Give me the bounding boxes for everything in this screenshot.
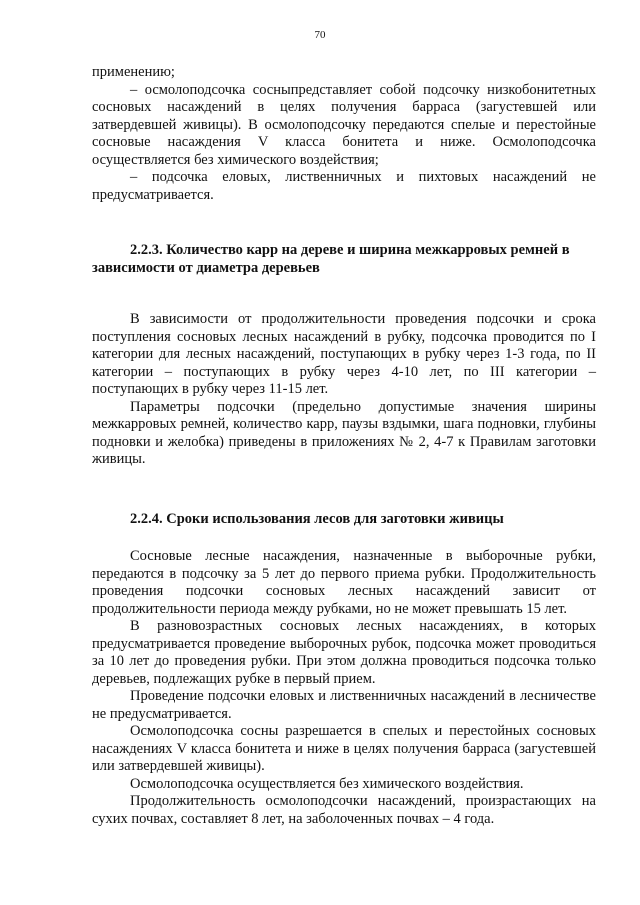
section-2-2-3-paragraph: Параметры подсочки (предельно допустимые значения ширины межкарровых ремней, количество карр, паузы вздымки, шага подновки, глубины подновки и желобка) приведены в приложениях № 2, 4-7 к Правилам заготовки живицы.	[92, 398, 596, 467]
spacer	[92, 204, 596, 242]
section-heading-2-2-3: 2.2.3. Количество карр на дереве и ширина межкарровых ремней в зависимости от диаметра деревьев	[92, 242, 570, 276]
intro-line: применению;	[92, 64, 175, 80]
page-number: 70	[314, 29, 326, 41]
intro-paragraph-spruce: – подсочка еловых, лиственничных и пихтовых насаждений не предусматривается.	[92, 169, 596, 203]
section-heading-2-2-4: 2.2.4. Сроки использования лесов для заготовки живицы	[130, 510, 504, 527]
section-2-2-4-paragraph: Сосновые лесные насаждения, назначенные в выборочные рубки, передаются в подсочку за 5 лет до первого приема рубки. Продолжительность проведения подсочки сосновых лесных насаждений зависит от продолжительности периода между рубками, но не может превышать 15 лет.	[92, 548, 596, 617]
page-content	[92, 64, 596, 828]
section-2-2-4-paragraph: Осмолоподсочка сосны разрешается в спелых и перестойных сосновых насаждениях V класса бонитета и ниже в целях получения барраса (загустевшей или затвердевшей живицы).	[92, 723, 596, 774]
spacer	[92, 277, 596, 311]
section-2-2-4-paragraph: В разновозрастных сосновых лесных насаждениях, в которых предусматривается проведение выборочных рубок, подсочка может проводиться за 10 лет до проведения рубки. При этом должна проводиться подсочка только деревьев, подлежащих рубке в первый прием.	[92, 618, 596, 687]
spacer	[92, 528, 596, 548]
section-2-2-3-paragraph: В зависимости от продолжительности проведения подсочки и срока поступления сосновых лесных насаждений в рубку, подсочка проводится по I категории для лесных насаждений, поступающих в рубку через 1-3 года, по II категории – поступающих в рубку через 4-10 лет, по III категории – поступающих в рубку через 11-15 лет.	[92, 311, 596, 397]
section-2-2-4-paragraph: Проведение подсочки еловых и лиственничных насаждений в лесничестве не предусматривается.	[92, 688, 596, 722]
section-2-2-4-paragraph: Продолжительность осмолоподсочки насаждений, произрастающих на сухих почвах, составляет 8 лет, на заболоченных почвах – 4 года.	[92, 793, 596, 827]
section-2-2-4-paragraph: Осмолоподсочка осуществляется без химического воздействия.	[130, 775, 524, 792]
spacer	[92, 469, 596, 511]
intro-paragraph-osmolopodsochka: – осмолоподсочка сосныпредставляет собой подсочку низкобонитетных сосновых насаждений в целях получения барраса (загустевшей или затвердевшей живицы). В осмолоподсочку передаются спелые и перестойные сосновые насаждения V класса бонитета и ниже. Осмолоподсочка осуществляется без химического воздействия;	[92, 81, 596, 168]
